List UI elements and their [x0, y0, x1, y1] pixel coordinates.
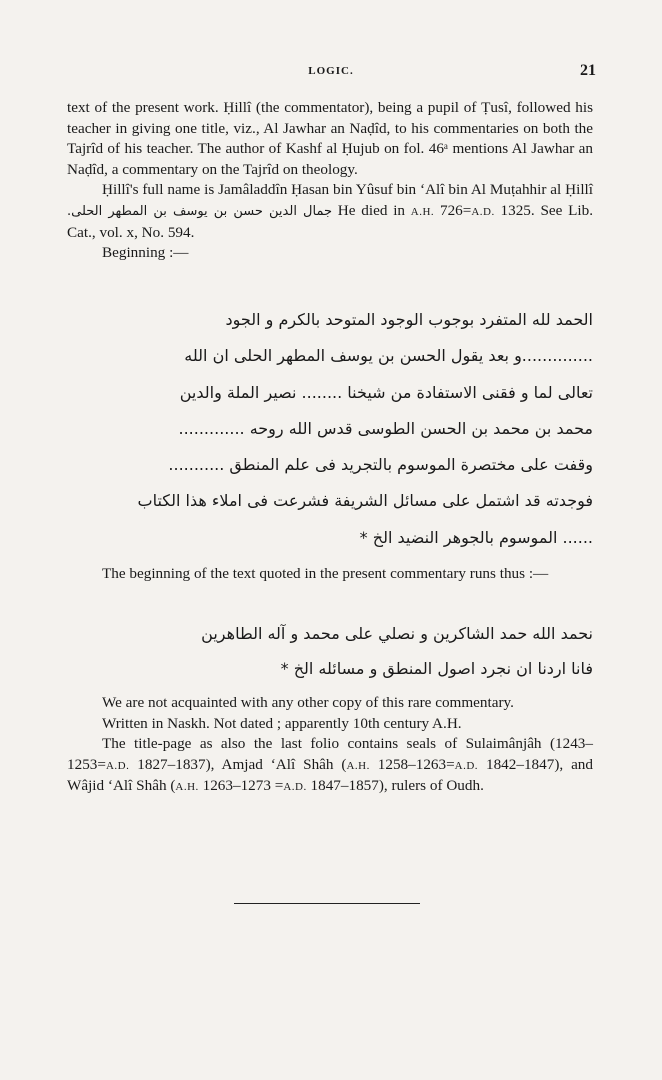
- death-year-ah: 726=: [439, 201, 472, 219]
- arabic-full-name: جمال الدين حسن بن يوسف بن المطهر الحلى.: [67, 203, 333, 219]
- arabic-line: ..............و بعد يقول الحسن بن يوسف المطهر الحلى ان الله: [184, 346, 593, 366]
- arabic-line: ...... الموسوم بالجوهر النضيد الخ *: [359, 527, 593, 547]
- death-text: He died in: [337, 201, 406, 219]
- ad-label: A.D.: [471, 205, 495, 218]
- page-header: [0, 62, 662, 82]
- arabic-line: تعالى لما و فقنى الاستفادة من شيخنا ........ نصير الملة والدين: [179, 382, 593, 402]
- arabic-line: الحمد لله المتفرد بوجوب الوجود المتوحد بالكرم و الجود: [225, 310, 593, 329]
- text-beginning-label: The beginning of the text quoted in the present commentary runs thus :—: [102, 565, 549, 582]
- ah-label: A.H.: [175, 781, 199, 794]
- paragraph-work-title: text of the present work. Ḥillî (the commentator), being a pupil of Ṭusî, followed his teacher in giving one title, viz., Al Jawhar an Naḍîd, to his commentaries on both the Tajrîd of his teacher. The author of Kashf al Ḥujub on fol. 46ᵃ mentions Al Jawhar an Naḍîd, a commentary on the Tajrîd on theology.: [67, 99, 593, 178]
- beginning-arabic-block: [67, 302, 593, 556]
- text-block-top: [67, 98, 593, 264]
- beginning-label: Beginning :—: [102, 244, 189, 262]
- page-number: 21: [580, 62, 596, 79]
- seals-text: 1842–1847), and Wâjid ‘Alî Shâh (: [67, 755, 593, 795]
- text-block-bottom: [67, 693, 593, 798]
- paragraph-written: Written in Naskh. Not dated ; apparently 10th century A.H.: [102, 714, 462, 732]
- text-beginning-arabic-block: [67, 616, 593, 686]
- ad-label: A.D.: [105, 759, 130, 772]
- seals-text: 1263–1273 =: [202, 777, 284, 795]
- ad-label: A.D.: [454, 759, 479, 772]
- paragraph-title-page: [67, 734, 593, 798]
- seals-text: The title-page as also the last folio contains seals of Sulaimânjâh (1243–1253=: [67, 735, 593, 773]
- paragraph-copies: We are not acquainted with any other copy of this rare commentary.: [102, 694, 514, 711]
- seals-text: 1827–1837), Amjad ‘Alî Shâh (: [137, 755, 347, 773]
- arabic-line: فانا اردنا ان نجرد اصول المنطق و مسائله الخ *: [280, 659, 593, 678]
- running-head: LOGIC.: [308, 65, 354, 77]
- arabic-line: وقفت على مختصرة الموسوم بالتجريد فى علم المنطق ...........: [168, 455, 593, 475]
- arabic-line: فوجدته قد اشتمل على مسائل الشريفة فشرعت فى املاء هذا الكتاب: [137, 491, 593, 511]
- full-name-text: Ḥillî's full name is Jamâladdîn Ḥasan bin Yûsuf bin ‘Alî bin Al Muṭahhir al Ḥillî: [102, 181, 593, 199]
- text-block-middle: [67, 564, 593, 585]
- ah-label: A.H.: [410, 205, 435, 218]
- section-divider: [234, 903, 420, 904]
- seals-text: 1258–1263=: [377, 755, 455, 773]
- paragraph-full-name: [67, 180, 593, 243]
- ad-label: A.D.: [283, 781, 307, 794]
- arabic-line: محمد بن محمد بن الحسن الطوسى قدس الله روحه .............: [178, 418, 593, 438]
- seals-text: 1847–1857), rulers of Oudh.: [310, 777, 484, 795]
- ah-label: A.H.: [346, 759, 370, 772]
- arabic-line: نحمد الله حمد الشاكرين و نصلي على محمد و آله الطاهرين: [201, 624, 593, 643]
- catalogue-reference: 1325. See Lib. Cat., vol. x, No. 594.: [67, 201, 594, 241]
